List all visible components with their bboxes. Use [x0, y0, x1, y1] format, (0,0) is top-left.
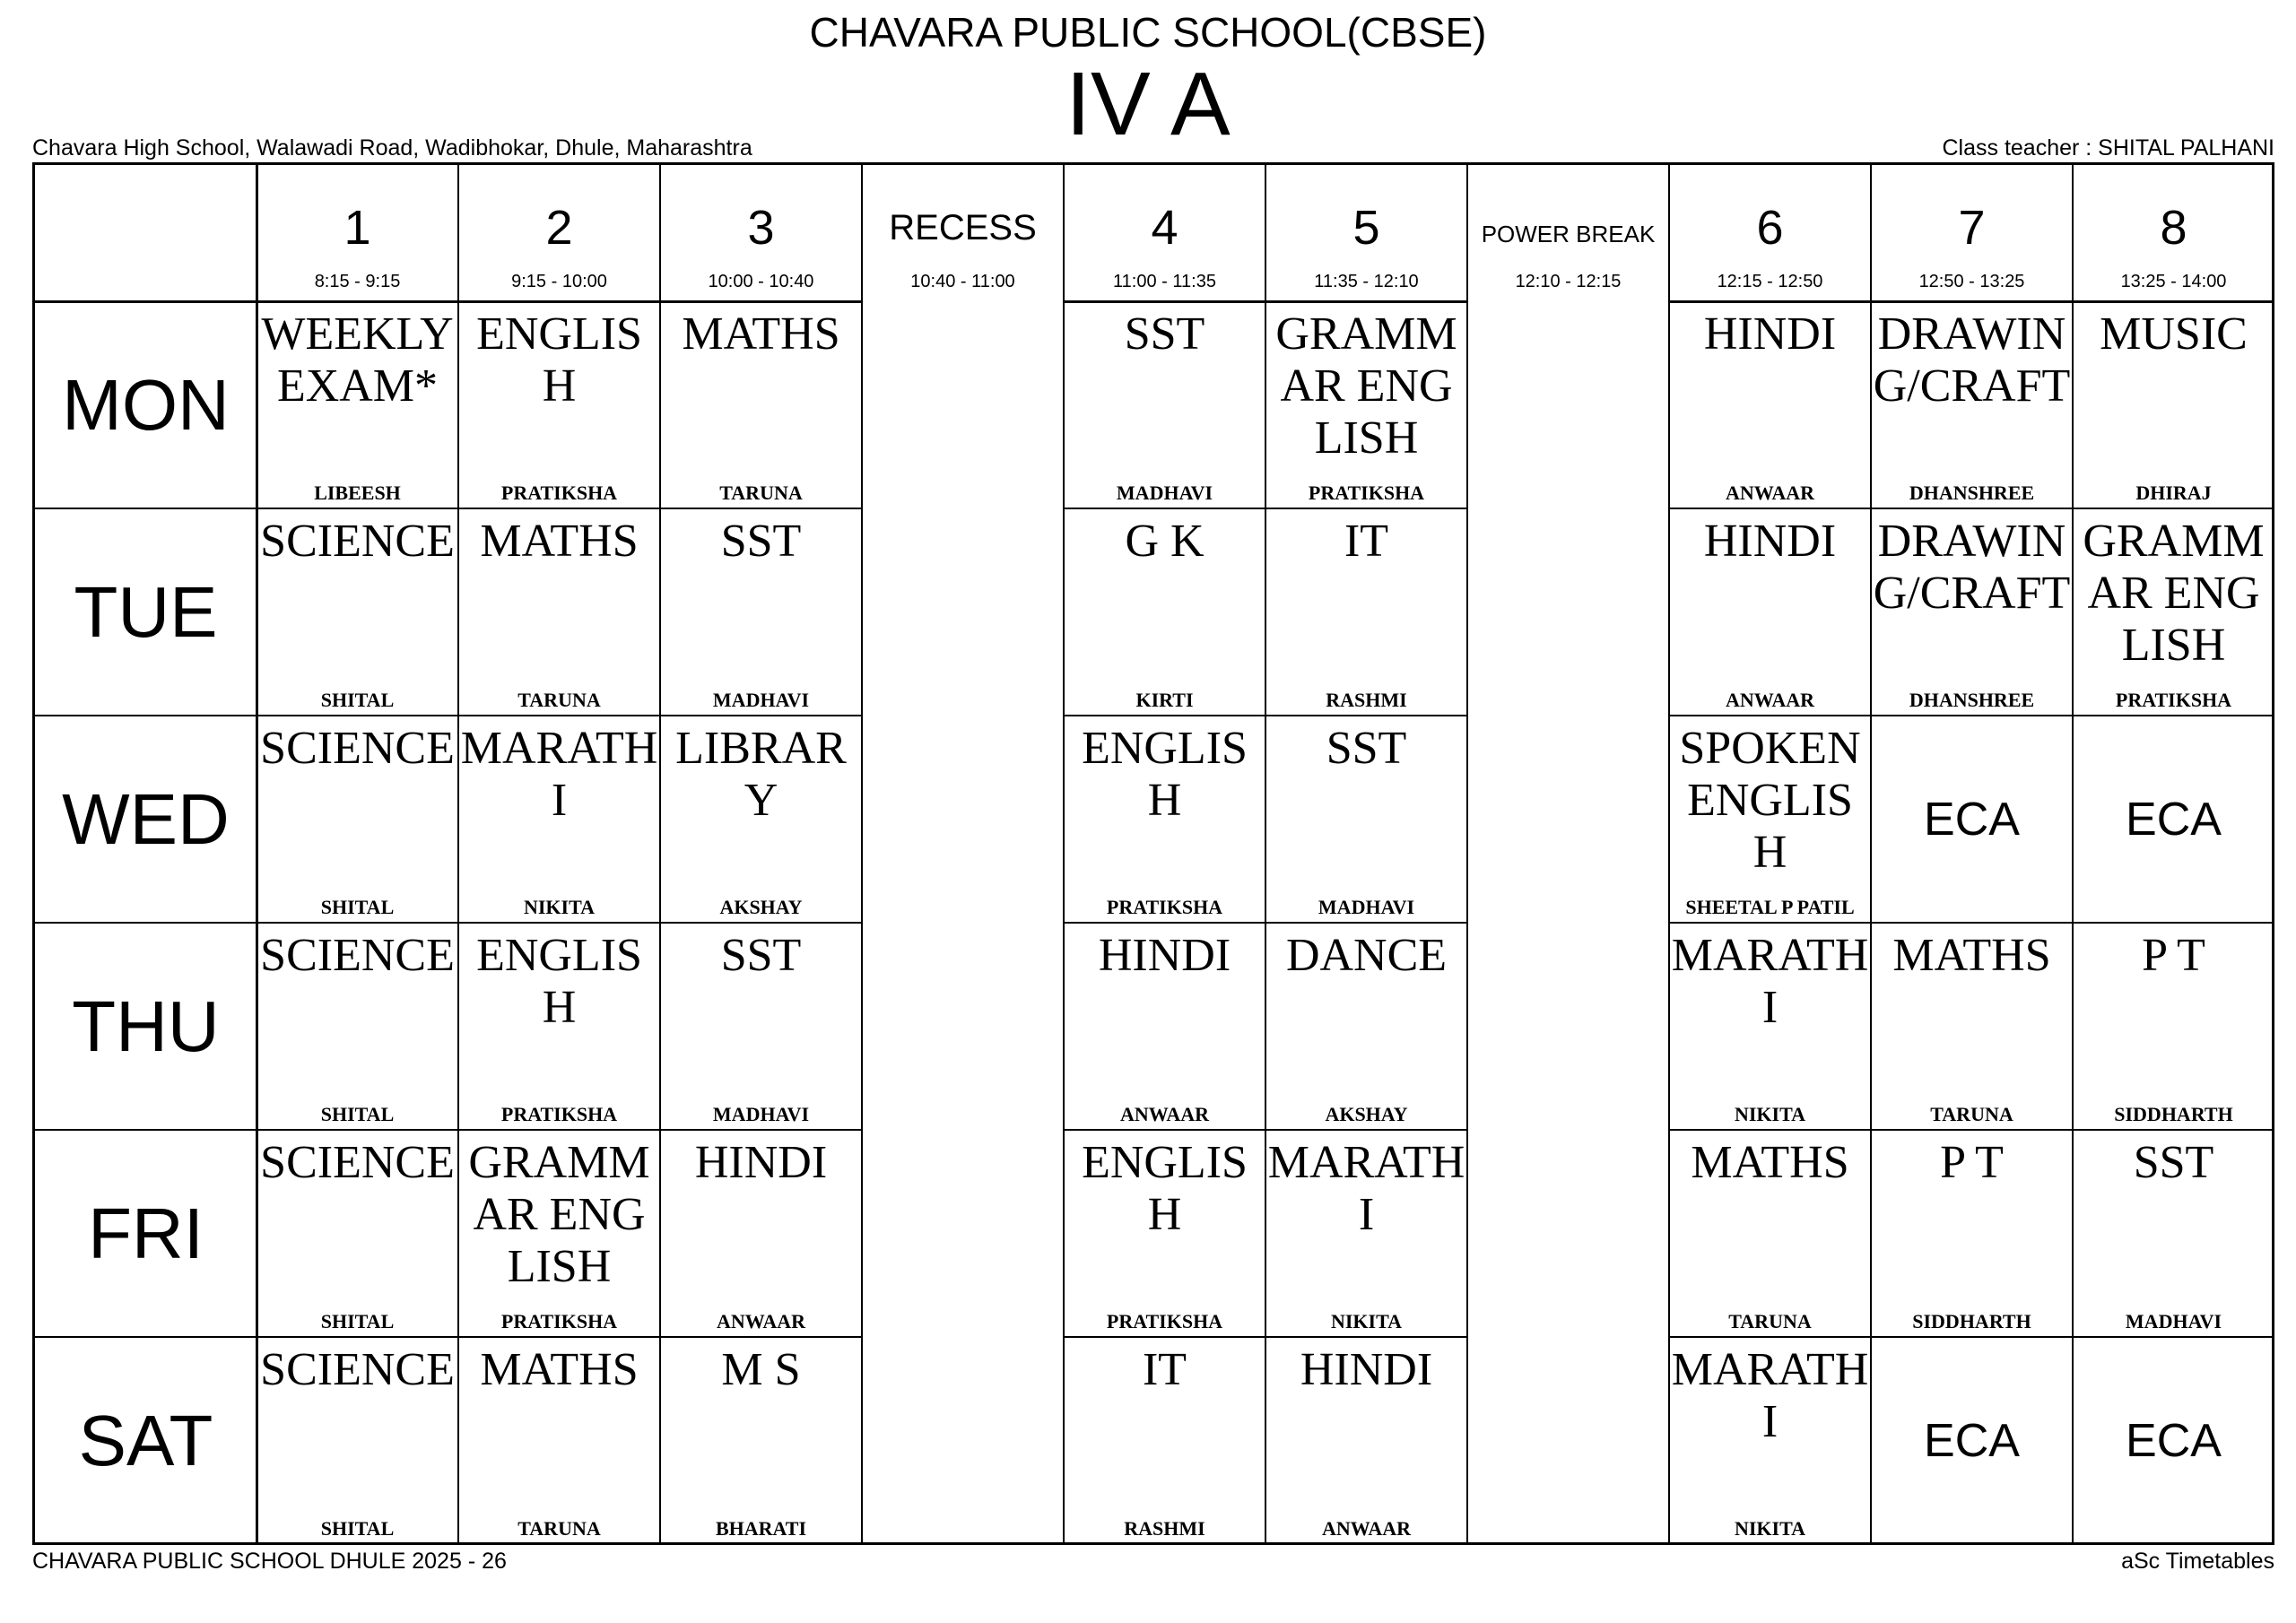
lesson-cell — [458, 1337, 660, 1544]
subject-name: MARATHI — [1267, 1137, 1465, 1240]
class-title: IV A — [1065, 54, 1231, 154]
teacher-name: SHITAL — [320, 1310, 395, 1332]
subject-name: GRAMMAR ENGLISH — [1275, 308, 1457, 464]
teacher-name: TARUNA — [1930, 1103, 2013, 1125]
teacher-name: PRATIKSHA — [1308, 482, 1425, 504]
day-label: WED — [62, 779, 230, 859]
lesson-cell — [2073, 923, 2274, 1130]
lesson-cell — [257, 1130, 458, 1337]
lesson-cell — [1871, 1337, 2073, 1544]
teacher-name: NIKITA — [1734, 1103, 1806, 1125]
subject-name: MATHS — [1691, 1137, 1849, 1188]
subject-name: MATHS — [480, 516, 639, 567]
subject-name: HINDI — [1300, 1344, 1433, 1395]
lesson-cell — [1871, 716, 2073, 923]
lesson-cell — [2073, 301, 2274, 508]
subject-name: SCIENCE — [260, 930, 455, 981]
period-number: 3 — [747, 201, 775, 255]
teacher-name: PRATIKSHA — [2115, 689, 2232, 711]
teacher-name: MADHAVI — [1318, 896, 1415, 918]
lesson-cell — [1871, 923, 2073, 1130]
period-time: 8:15 - 9:15 — [314, 272, 401, 291]
teacher-name: NIKITA — [1330, 1310, 1403, 1332]
lesson-cell — [458, 716, 660, 923]
teacher-name: MADHAVI — [1116, 482, 1213, 504]
subject-name: SCIENCE — [260, 516, 455, 567]
period-time: 12:15 - 12:50 — [1717, 272, 1823, 291]
lesson-cell — [660, 508, 862, 716]
teacher-name: RASHMI — [1124, 1517, 1205, 1540]
teacher-name: TARUNA — [517, 1517, 601, 1540]
subject-name: ENGLISH — [1082, 1137, 1248, 1240]
lesson-cell — [1265, 716, 1467, 923]
subject-name: ENGLISH — [1082, 723, 1248, 826]
subject-name: IT — [1344, 516, 1389, 567]
subject-name: MARATHI — [1671, 930, 1869, 1033]
activity-label: ECA — [2126, 1414, 2222, 1467]
day-label: SAT — [78, 1401, 213, 1480]
subject-name: SCIENCE — [260, 723, 455, 774]
teacher-name: ANWAAR — [1322, 1517, 1411, 1540]
period-time: 10:40 - 11:00 — [910, 272, 1015, 291]
lesson-cell — [257, 716, 458, 923]
subject-name: MATHS — [480, 1344, 639, 1395]
lesson-cell — [1871, 301, 2073, 508]
activity-label: ECA — [2126, 793, 2222, 846]
teacher-name: TARUNA — [719, 482, 803, 504]
lesson-cell — [660, 1130, 862, 1337]
lesson-cell — [1265, 1337, 1467, 1544]
subject-name: HINDI — [1703, 516, 1837, 567]
period-header — [1871, 165, 2073, 301]
teacher-name: MADHAVI — [2125, 1310, 2222, 1332]
period-time: 13:25 - 14:00 — [2120, 272, 2227, 291]
teacher-name: KIRTI — [1135, 689, 1194, 711]
lesson-cell — [1064, 923, 1265, 1130]
subject-name: HINDI — [694, 1137, 828, 1188]
teacher-name: TARUNA — [1728, 1310, 1812, 1332]
subject-name: ENGLISH — [476, 930, 642, 1033]
timetable-grid — [32, 162, 2274, 1545]
lesson-cell — [1064, 301, 1265, 508]
subject-name: DRAWING/CRAFT — [1873, 516, 2071, 619]
lesson-cell — [2073, 1130, 2274, 1337]
lesson-cell — [1064, 1337, 1265, 1544]
subject-name: P T — [1940, 1137, 2004, 1188]
teacher-name: SIDDHARTH — [2114, 1103, 2233, 1125]
footer-credit: aSc Timetables — [2121, 1549, 2274, 1574]
period-header — [1467, 165, 1669, 301]
subject-name: IT — [1142, 1344, 1187, 1395]
footer-school-year: CHAVARA PUBLIC SCHOOL DHULE 2025 - 26 — [32, 1549, 507, 1574]
lesson-cell — [660, 923, 862, 1130]
teacher-name: TARUNA — [517, 689, 601, 711]
lesson-cell — [660, 301, 862, 508]
teacher-name: ANWAAR — [1726, 689, 1814, 711]
teacher-name: PRATIKSHA — [1106, 896, 1223, 918]
teacher-name: SHEETAL P PATIL — [1685, 896, 1855, 918]
subject-name: M S — [721, 1344, 801, 1395]
teacher-name: DHANSHREE — [1909, 482, 2035, 504]
subject-name: HINDI — [1703, 308, 1837, 360]
teacher-name: SHITAL — [320, 1103, 395, 1125]
teacher-name: AKSHAY — [719, 896, 803, 918]
period-number: 6 — [1756, 201, 1784, 255]
period-number: 7 — [1958, 201, 1986, 255]
lesson-cell — [1064, 1130, 1265, 1337]
period-time: 10:00 - 10:40 — [708, 272, 814, 291]
teacher-name: ANWAAR — [717, 1310, 805, 1332]
teacher-name: NIKITA — [1734, 1517, 1806, 1540]
period-header — [2073, 165, 2274, 301]
period-time: 11:00 - 11:35 — [1113, 272, 1216, 291]
lesson-cell — [1265, 508, 1467, 716]
break-label: POWER BREAK — [1481, 221, 1656, 247]
period-number: 2 — [545, 201, 573, 255]
subject-name: G K — [1125, 516, 1205, 567]
period-header — [862, 165, 1064, 301]
teacher-name: ANWAAR — [1120, 1103, 1209, 1125]
teacher-name: DHIRAJ — [2135, 482, 2212, 504]
subject-name: SST — [1326, 723, 1407, 774]
subject-name: P T — [2142, 930, 2205, 981]
subject-name: MATHS — [682, 308, 840, 360]
teacher-name: LIBEESH — [314, 482, 401, 504]
teacher-name: MADHAVI — [712, 689, 810, 711]
subject-name: MUSIC — [2100, 308, 2248, 360]
lesson-cell — [458, 301, 660, 508]
period-number: 1 — [344, 201, 371, 255]
lesson-cell — [2073, 508, 2274, 716]
activity-label: ECA — [1924, 793, 2020, 846]
lesson-cell — [257, 301, 458, 508]
subject-name: SST — [720, 930, 802, 981]
subject-name: LIBRARY — [675, 723, 847, 826]
period-time: 11:35 - 12:10 — [1314, 272, 1419, 291]
teacher-name: ANWAAR — [1726, 482, 1814, 504]
subject-name: SST — [720, 516, 802, 567]
class-teacher: Class teacher : SHITAL PALHANI — [1942, 135, 2274, 161]
teacher-name: SHITAL — [320, 896, 395, 918]
lesson-cell — [1064, 716, 1265, 923]
lesson-cell — [2073, 716, 2274, 923]
period-time: 12:50 - 13:25 — [1918, 272, 2025, 291]
teacher-name: NIKITA — [523, 896, 596, 918]
subject-name: MATHS — [1892, 930, 2051, 981]
subject-name: SPOKEN ENGLISH — [1679, 723, 1861, 878]
teacher-name: SHITAL — [320, 689, 395, 711]
teacher-name: AKSHAY — [1325, 1103, 1408, 1125]
period-time: 12:10 - 12:15 — [1515, 272, 1622, 291]
lesson-cell — [458, 1130, 660, 1337]
subject-name: SCIENCE — [260, 1137, 455, 1188]
teacher-name: RASHMI — [1326, 689, 1407, 711]
subject-name: SST — [1124, 308, 1205, 360]
subject-name: DANCE — [1285, 930, 1448, 981]
break-label: RECESS — [889, 208, 1037, 247]
lesson-cell — [660, 716, 862, 923]
lesson-cell — [1669, 1337, 1871, 1544]
school-address: Chavara High School, Walawadi Road, Wadibhokar, Dhule, Maharashtra — [32, 135, 752, 161]
day-label: FRI — [88, 1193, 204, 1273]
lesson-cell — [1265, 1130, 1467, 1337]
teacher-name: MADHAVI — [712, 1103, 810, 1125]
subject-name: HINDI — [1098, 930, 1231, 981]
period-header — [257, 165, 458, 301]
subject-name: MARATHI — [1671, 1344, 1869, 1447]
period-number: 4 — [1151, 201, 1178, 255]
period-header — [660, 165, 862, 301]
teacher-name: SIDDHARTH — [1912, 1310, 2031, 1332]
teacher-name: DHANSHREE — [1909, 689, 2035, 711]
subject-name: DRAWING/CRAFT — [1873, 308, 2071, 412]
day-label: MON — [62, 365, 230, 445]
teacher-name: PRATIKSHA — [500, 1103, 618, 1125]
period-header — [1064, 165, 1265, 301]
subject-name: GRAMMAR ENGLISH — [2083, 516, 2265, 671]
lesson-cell — [1871, 1130, 2073, 1337]
teacher-name: PRATIKSHA — [1106, 1310, 1223, 1332]
subject-name: GRAMMAR ENGLISH — [468, 1137, 650, 1292]
lesson-cell — [257, 923, 458, 1130]
lesson-cell — [1871, 508, 2073, 716]
lesson-cell — [257, 508, 458, 716]
day-label: TUE — [74, 572, 218, 652]
lesson-cell — [1669, 716, 1871, 923]
lesson-cell — [1265, 923, 1467, 1130]
subject-name: ENGLISH — [476, 308, 642, 412]
lesson-cell — [2073, 1337, 2274, 1544]
lesson-cell — [1669, 301, 1871, 508]
subject-name: WEEKLY EXAM* — [261, 308, 454, 412]
lesson-cell — [1064, 508, 1265, 716]
period-header — [1265, 165, 1467, 301]
lesson-cell — [458, 508, 660, 716]
period-header — [1669, 165, 1871, 301]
subject-name: MARATHI — [460, 723, 658, 826]
lesson-cell — [458, 923, 660, 1130]
lesson-cell — [660, 1337, 862, 1544]
subject-name: SST — [2133, 1137, 2214, 1188]
subject-name: SCIENCE — [260, 1344, 455, 1395]
period-header — [458, 165, 660, 301]
lesson-cell — [1669, 923, 1871, 1130]
lesson-cell — [1669, 508, 1871, 716]
school-name: CHAVARA PUBLIC SCHOOL(CBSE) — [809, 9, 1487, 56]
day-label: THU — [72, 986, 220, 1066]
teacher-name: SHITAL — [320, 1517, 395, 1540]
activity-label: ECA — [1924, 1414, 2020, 1467]
period-time: 9:15 - 10:00 — [511, 272, 607, 291]
teacher-name: BHARATI — [715, 1517, 807, 1540]
period-number: 5 — [1352, 201, 1380, 255]
teacher-name: PRATIKSHA — [500, 1310, 618, 1332]
lesson-cell — [257, 1337, 458, 1544]
lesson-cell — [1669, 1130, 1871, 1337]
lesson-cell — [1265, 301, 1467, 508]
period-number: 8 — [2160, 201, 2187, 255]
teacher-name: PRATIKSHA — [500, 482, 618, 504]
